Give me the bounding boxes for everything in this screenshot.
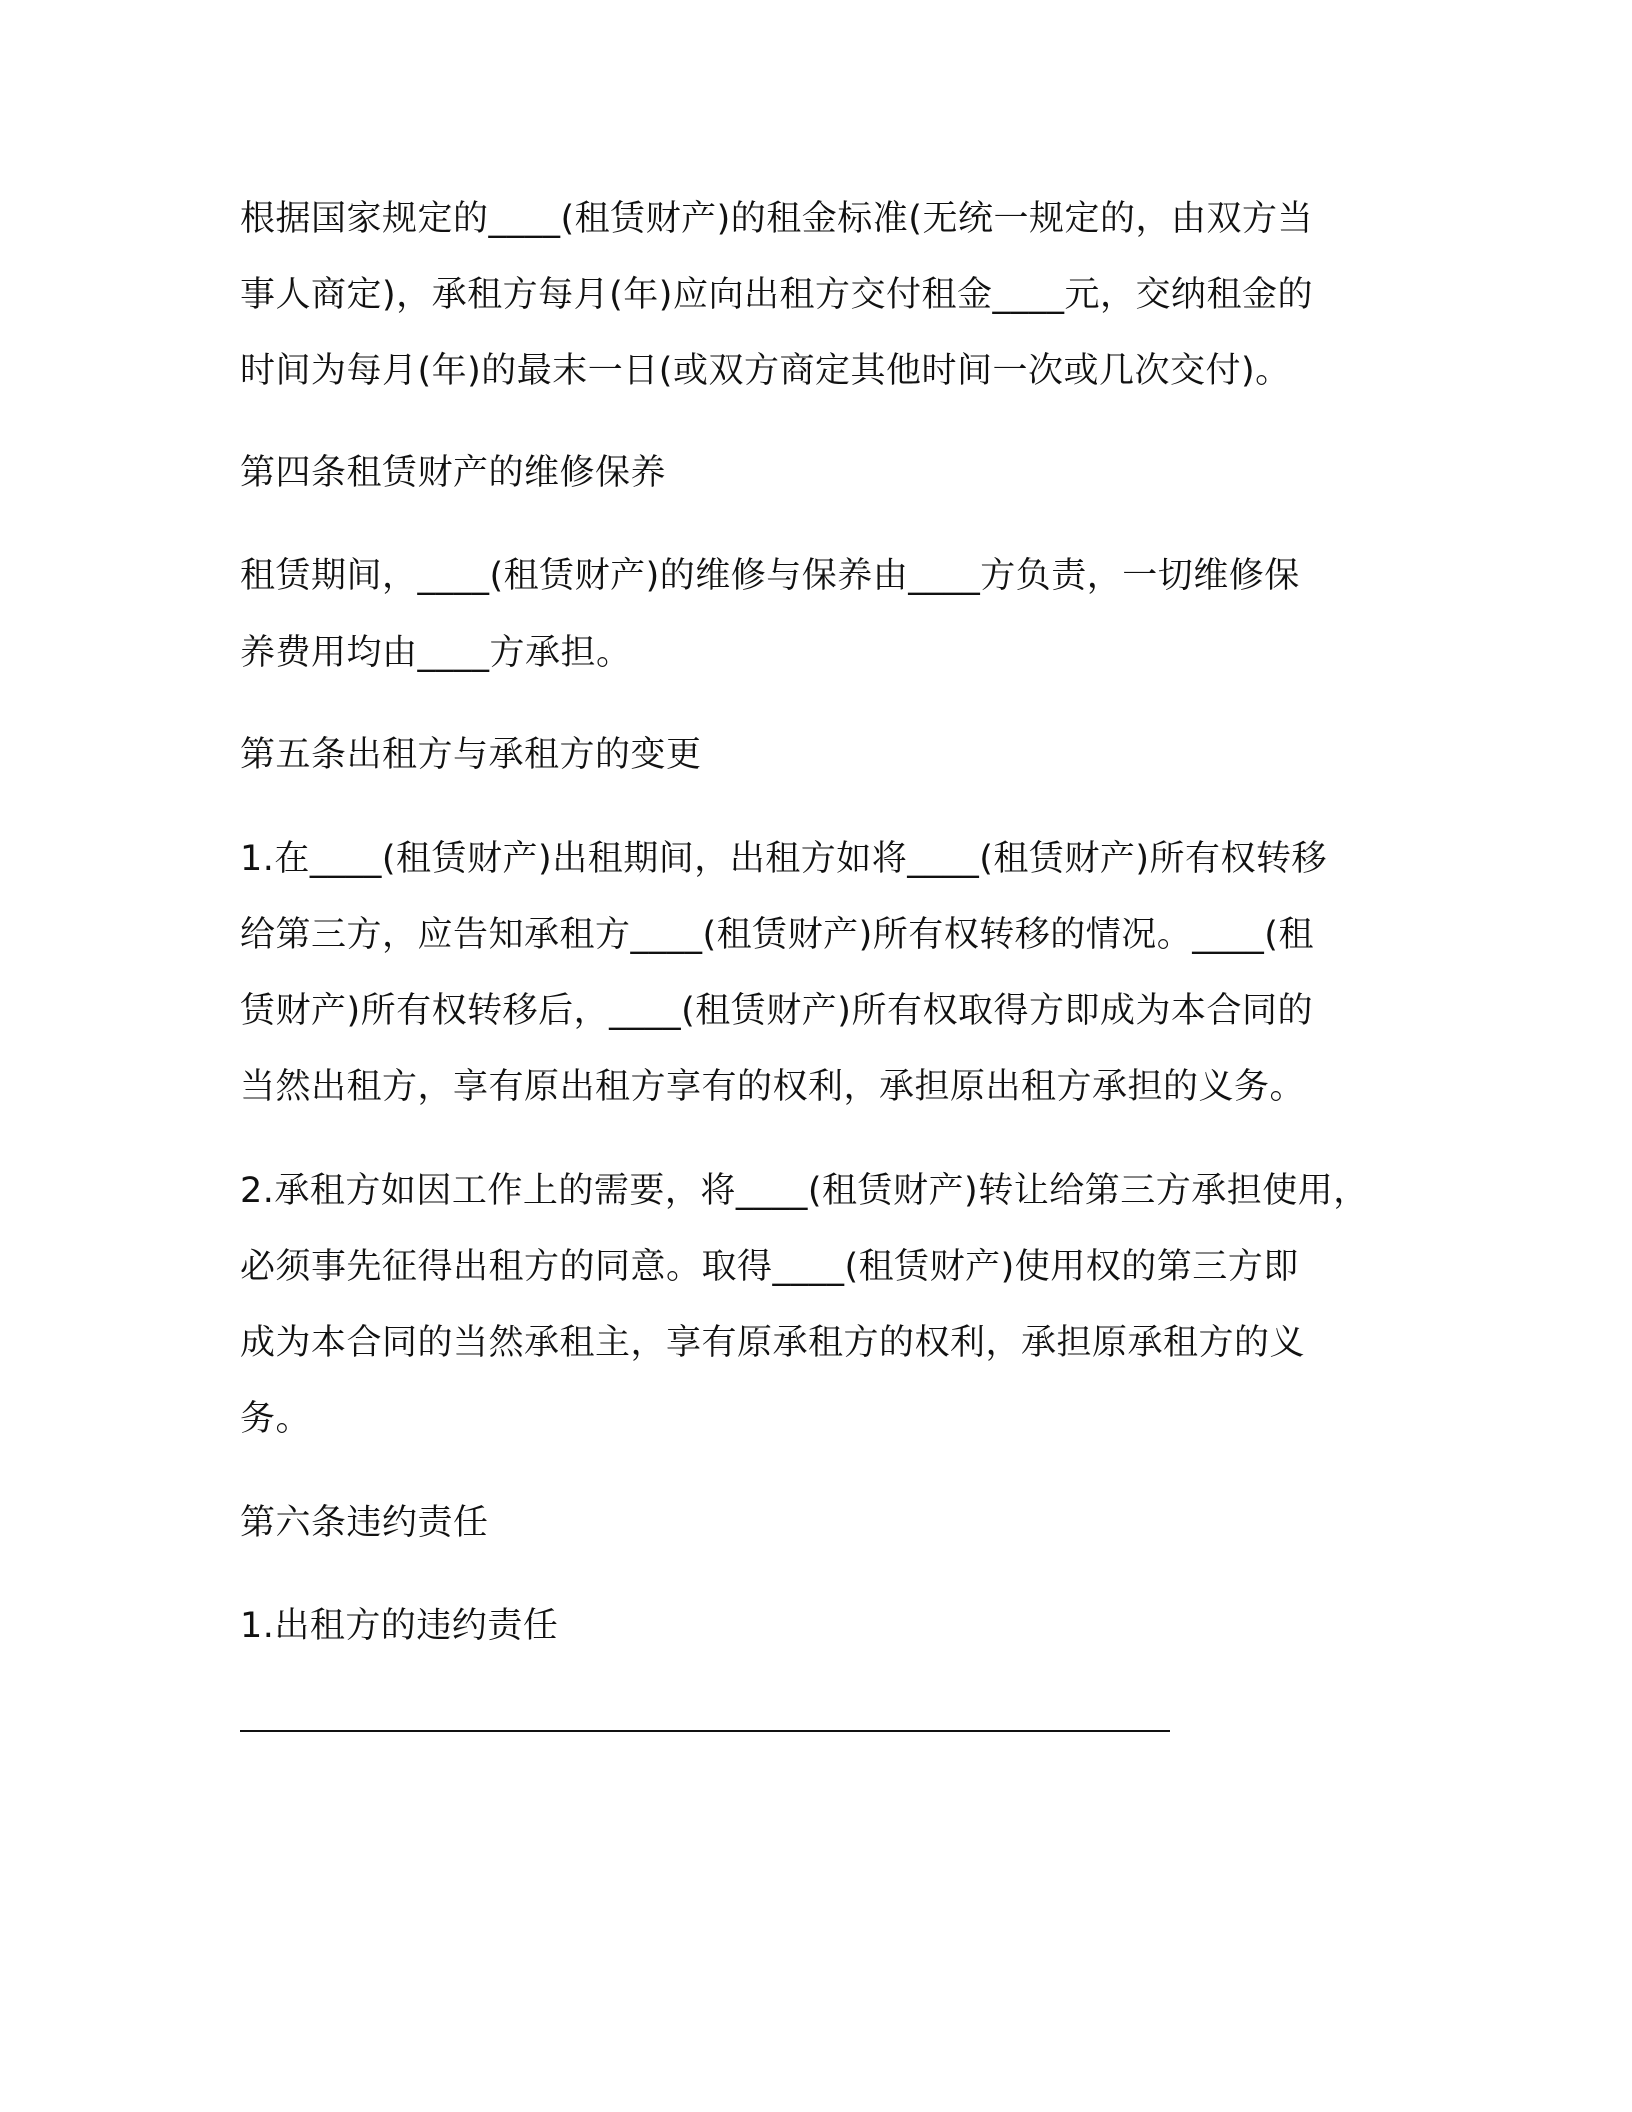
paragraph-rent-line-3: 时间为每月(年)的最末一日(或双方商定其他时间一次或几次交付)。 [240,351,1291,391]
article-6-heading: 第六条违约责任 [240,1503,489,1543]
clause-6-1-heading: 1.出租方的违约责任 [240,1606,559,1646]
clause-5-1-line-2: 给第三方，应告知承租方____(租赁财产)所有权转移的情况。____(租 [240,915,1314,955]
blank-fill-line [240,1730,1170,1732]
clause-5-1-line-4: 当然出租方，享有原出租方享有的权利，承担原出租方承担的义务。 [240,1067,1306,1107]
article-5-heading: 第五条出租方与承租方的变更 [240,735,702,775]
clause-5-2-line-3: 成为本合同的当然承租主，享有原承租方的权利，承担原承租方的义 [240,1323,1306,1363]
clause-5-1-line-3: 赁财产)所有权转移后，____(租赁财产)所有权取得方即成为本合同的 [240,991,1313,1031]
paragraph-maintenance-line-1: 租赁期间，____(租赁财产)的维修与保养由____方负责，一切维修保 [240,556,1300,596]
paragraph-rent-line-2: 事人商定)，承租方每月(年)应向出租方交付租金____元，交纳租金的 [240,275,1313,315]
article-4-heading: 第四条租赁财产的维修保养 [240,453,667,493]
paragraph-maintenance-line-2: 养费用均由____方承担。 [240,633,632,673]
clause-5-2-line-1: 2.承租方如因工作上的需要，将____(租赁财产)转让给第三方承担使用， [240,1171,1369,1211]
clause-5-2-line-2: 必须事先征得出租方的同意。取得____(租赁财产)使用权的第三方即 [240,1247,1299,1287]
clause-5-1-line-1: 1.在____(租赁财产)出租期间，出租方如将____(租赁财产)所有权转移 [240,839,1328,879]
clause-5-2-line-4: 务。 [240,1399,312,1439]
paragraph-rent-line-1: 根据国家规定的____(租赁财产)的租金标准(无统一规定的，由双方当 [240,199,1313,239]
